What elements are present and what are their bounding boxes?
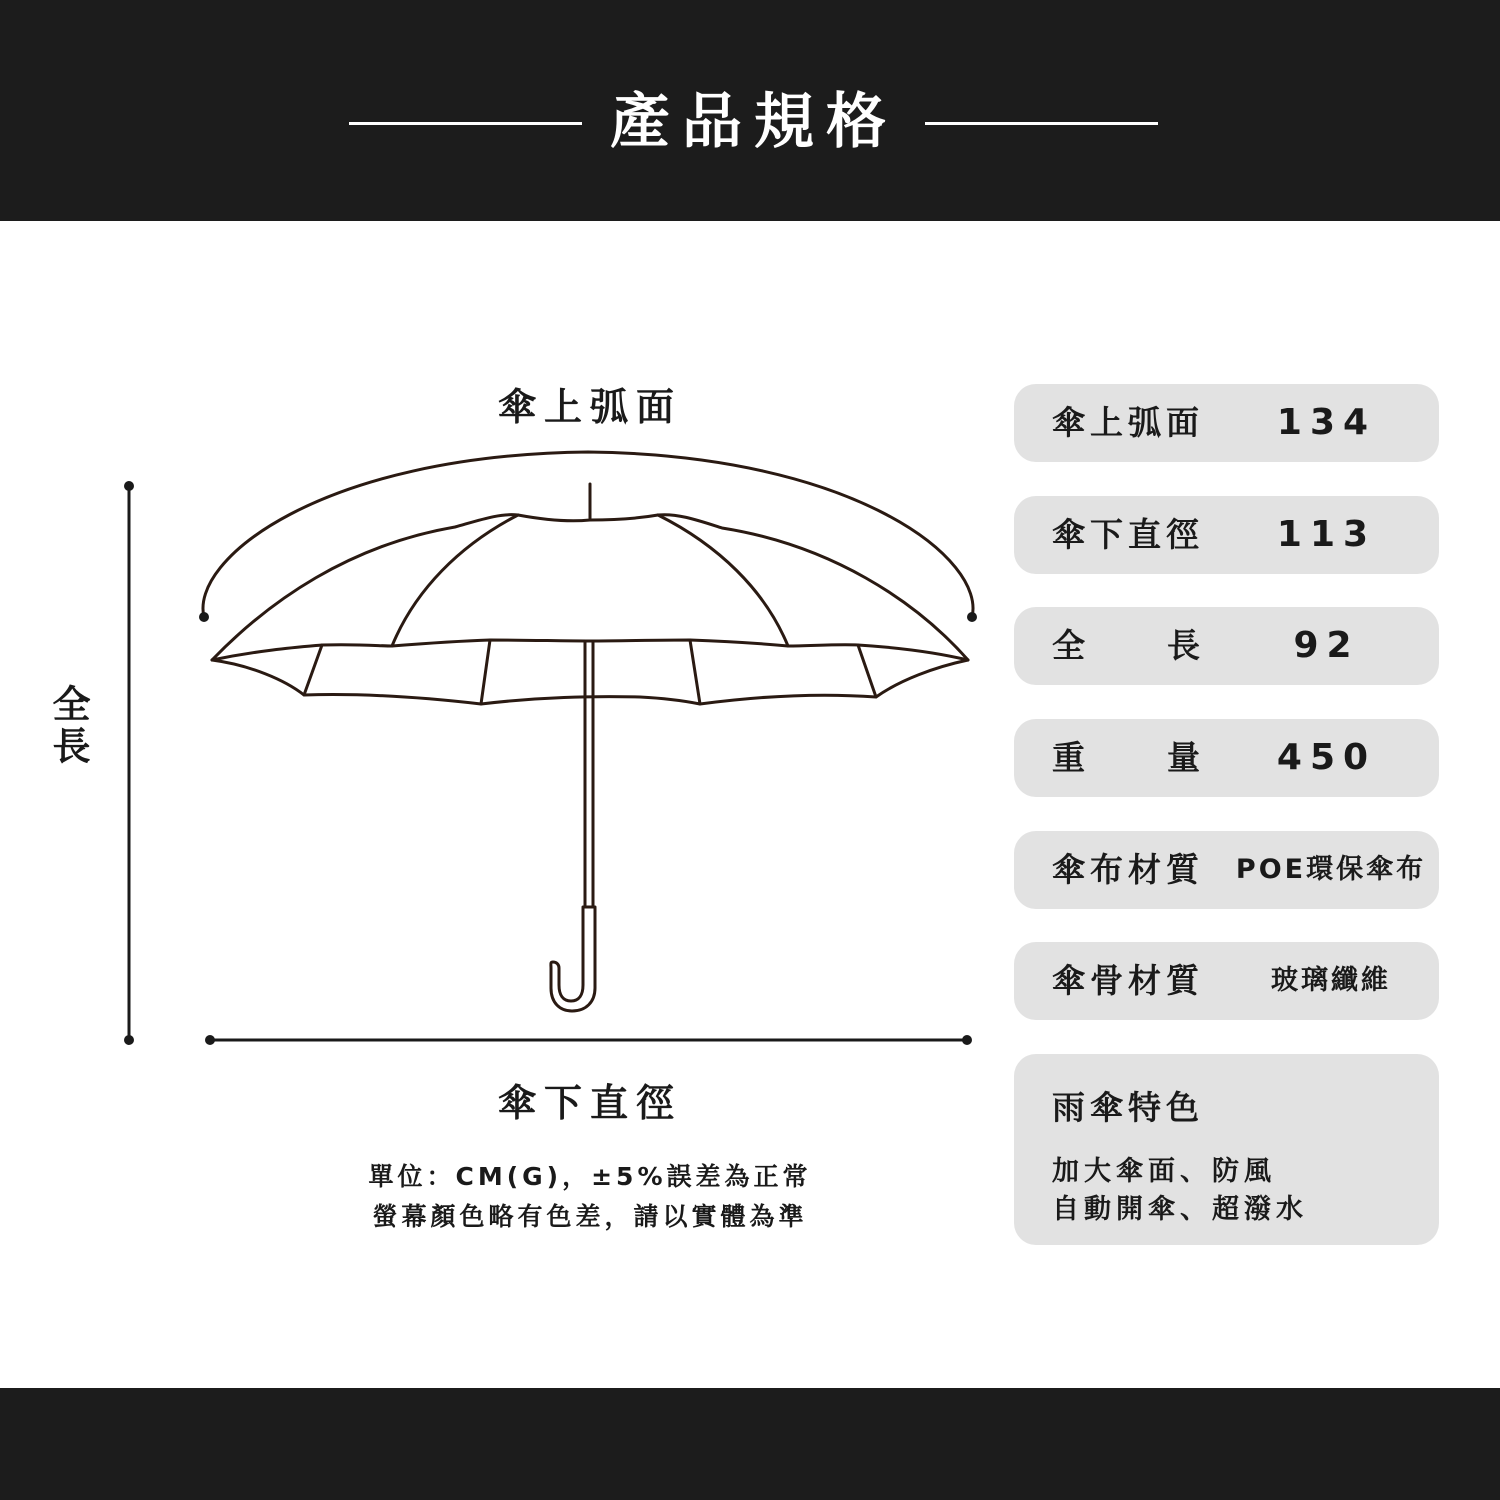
spec-label: 傘上弧面 bbox=[1052, 403, 1204, 442]
footer-bar bbox=[0, 1388, 1500, 1500]
unit-note: 單位：CM(G)，±5%誤差為正常 bbox=[368, 1162, 812, 1191]
spec-card-weight bbox=[1014, 719, 1439, 797]
spec-card-fabric bbox=[1014, 831, 1439, 909]
spec-card-frame bbox=[1014, 942, 1439, 1020]
spec-card-arc bbox=[1014, 384, 1439, 462]
spec-value: 450 bbox=[1276, 737, 1377, 778]
spec-value: 134 bbox=[1276, 402, 1377, 443]
spec-label: 重量 bbox=[1052, 738, 1282, 777]
spec-label: 全長 bbox=[1052, 626, 1282, 665]
spec-label: 傘布材質 bbox=[1052, 850, 1204, 889]
arc-indicator bbox=[199, 452, 977, 622]
spec-card-length bbox=[1014, 607, 1439, 685]
page-title: 產品規格 bbox=[610, 87, 898, 157]
diameter-indicator bbox=[205, 1035, 972, 1045]
spec-value: 113 bbox=[1276, 514, 1377, 555]
spec-label: 傘骨材質 bbox=[1052, 961, 1204, 1000]
length-label: 全長 bbox=[46, 684, 90, 768]
spec-value: 玻璃纖維 bbox=[1271, 965, 1391, 996]
features-line: 自動開傘、超潑水 bbox=[1052, 1194, 1308, 1225]
spec-value: POE環保傘布 bbox=[1235, 854, 1427, 885]
features-title: 雨傘特色 bbox=[1052, 1088, 1204, 1127]
arc-label: 傘上弧面 bbox=[497, 385, 682, 429]
color-note: 螢幕顏色略有色差，請以實體為準 bbox=[372, 1202, 808, 1231]
features-line: 加大傘面、防風 bbox=[1052, 1156, 1276, 1187]
features-card bbox=[1014, 1054, 1439, 1245]
umbrella-icon bbox=[212, 484, 968, 1011]
spec-card-diameter bbox=[1014, 496, 1439, 574]
spec-value: 92 bbox=[1293, 625, 1360, 666]
diameter-label: 傘下直徑 bbox=[497, 1081, 682, 1125]
spec-label: 傘下直徑 bbox=[1052, 515, 1204, 554]
length-indicator bbox=[124, 481, 134, 1045]
